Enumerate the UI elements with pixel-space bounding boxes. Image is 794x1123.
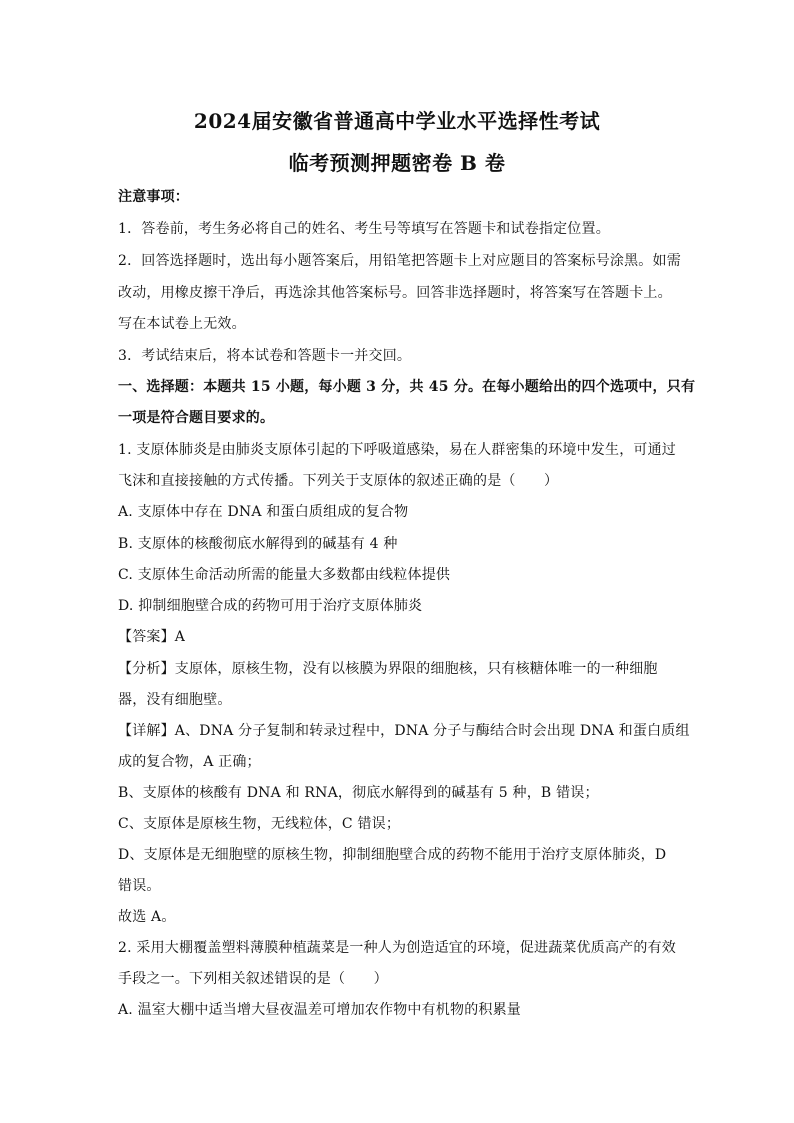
q1-detail-line-2: 成的复合物，A 正确； <box>118 754 261 770</box>
q2-stem-line-2: 手段之一。下列相关叙述错误的是（ ） <box>118 971 388 987</box>
notice-item-3: 3．考试结束后，将本试卷和答题卡一并交回。 <box>118 348 412 364</box>
q1-detail-line-6: 错误。 <box>118 878 161 894</box>
section-heading-line-2: 一项是符合题目要求的。 <box>118 410 275 426</box>
q1-detail-line-4: C、支原体是原核生物，无线粒体，C 错误； <box>118 816 401 832</box>
q1-detail-line-1: 【详解】A、DNA 分子复制和转录过程中，DNA 分子与酶结合时会出现 DNA 和蛋白质组 <box>118 723 690 739</box>
q1-stem-line-1: 1. 支原体肺炎是由肺炎支原体引起的下呼吸道感染，易在人群密集的环境中发生，可通过 <box>118 442 677 458</box>
q1-conclusion: 故选 A。 <box>118 909 176 925</box>
notice-item-1: 1．答卷前，考生务必将自己的姓名、考生号等填写在答题卡和试卷指定位置。 <box>118 221 610 237</box>
q1-option-b: B. 支原体的核酸彻底水解得到的碱基有 4 种 <box>118 536 398 552</box>
notice-item-2-line-2: 改动，用橡皮擦干净后，再选涂其他答案标号。回答非选择题时，将答案写在答题卡上。 <box>118 285 672 301</box>
q2-option-a: A. 温室大棚中适当增大昼夜温差可增加农作物中有机物的积累量 <box>118 1002 522 1018</box>
q1-analysis-line-1: 【分析】支原体，原核生物，没有以核膜为界限的细胞核，只有核糖体唯一的一种细胞 <box>118 661 658 677</box>
q1-answer: 【答案】A <box>118 629 186 645</box>
q2-stem-line-1: 2. 采用大棚覆盖塑料薄膜种植蔬菜是一种人为创造适宜的环境，促进蔬菜优质高产的有效 <box>118 940 677 956</box>
notice-heading: 注意事项： <box>118 189 189 205</box>
q1-stem-line-2: 飞沫和直接接触的方式传播。下列关于支原体的叙述正确的是（ ） <box>118 473 559 489</box>
exam-subtitle: 临考预测押题密卷 B 卷 <box>288 151 506 175</box>
q1-detail-line-5: D、支原体是无细胞壁的原核生物，抑制细胞壁合成的药物不能用于治疗支原体肺炎，D <box>118 847 667 863</box>
notice-item-2-line-1: 2．回答选择题时，选出每小题答案后，用铅笔把答题卡上对应题目的答案标号涂黑。如需 <box>118 253 681 269</box>
q1-option-a: A. 支原体中存在 DNA 和蛋白质组成的复合物 <box>118 504 409 520</box>
q1-option-c: C. 支原体生命活动所需的能量大多数都由线粒体提供 <box>118 567 451 583</box>
exam-title: 2024届安徽省普通高中学业水平选择性考试 <box>193 109 601 133</box>
q1-option-d: D. 抑制细胞壁合成的药物可用于治疗支原体肺炎 <box>118 598 423 614</box>
q1-detail-line-3: B、支原体的核酸有 DNA 和 RNA，彻底水解得到的碱基有 5 种，B 错误； <box>118 785 599 801</box>
notice-item-2-line-3: 写在本试卷上无效。 <box>118 316 246 332</box>
q1-analysis-line-2: 器，没有细胞壁。 <box>118 692 232 708</box>
section-heading-line-1: 一、选择题：本题共 15 小题，每小题 3 分，共 45 分。在每小题给出的四个选项中，只有 <box>118 379 696 395</box>
